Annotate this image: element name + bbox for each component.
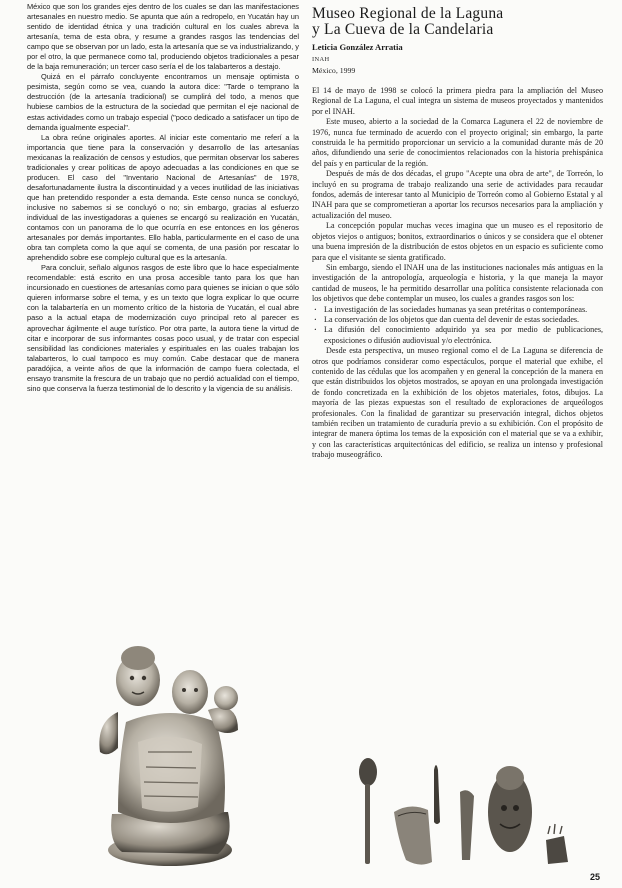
page-number: 25 bbox=[589, 872, 600, 882]
right-paragraph: Sin embargo, siendo el INAH una de las instituciones nacionales más antiguas en la investigación de la antropología, arqueología e historia, y la que maneja la mayor cantidad de museos, le ha permitido desarrollar una política consistente relacionada con los objetivos que debe contemplar un museo, los cuales a grandes rasgos son los: bbox=[312, 262, 603, 304]
right-paragraph: La concepción popular muchas veces imagina que un museo es el repositorio de objetos viejos o antiguos; bonitos, extraordinarios o únicos y se considera que el obtener una buena impresión de la distribución de estos objetos en un espacio es suficiente como para que el visitante se sienta gratificado. bbox=[312, 221, 603, 262]
institution bbox=[312, 53, 603, 65]
left-paragraph: Quizá en el párrafo concluyente encontramos un mensaje optimista o pesimista, según como se vea, cuando la autora dice: "Tarde o temprano la destrucción (de la artesanía tradicional) se cumplirá del todo, a menos que hubiese cambios de la estructura de la sociedad que permitan el eje nacional de estas actividades como un trabajo especial ("poco dedicado a satisfacer un tipo de demanda igualmente especial". bbox=[27, 72, 299, 132]
bullet-item: · La investigación de las sociedades humanas ya sean pretéritas o contemporáneas. bbox=[312, 305, 603, 315]
right-paragraph: Después de más de dos décadas, el grupo "Acepte una obra de arte", de Torreón, lo incluyó en su programa de trabajo realizando una serie de actividades para recaudar fondos, además de interesar tanto al Municipio de Torreón como al Gobierno Estatal y al INAH para que se comprometieran a aportar los recursos necesarios para la ampliación y actualización del museo. bbox=[312, 169, 603, 220]
ceramic-figurine-photo bbox=[78, 602, 248, 870]
bullet-item: · La difusión del conocimiento adquirido ya sea por medio de publicaciones, exposiciones o difusión audiovisual y/o electrónica. bbox=[312, 325, 603, 346]
author-name: Leticia González Arratia bbox=[312, 42, 403, 52]
left-paragraph: Para concluir, señalo algunos rasgos de este libro que lo hace especialmente recomendable: está escrito en una prosa accesible tanto para los que han incursionado en cuestiones de artesanías como para quienes se inician o que sólo quieren informarse sobre el tema, y es un texto que logra explicar lo que ocurre con la talabartería en un momento crítico de la historia de Yucatán, el cual abre paso a la actual etapa de modernización cuyo principal reto al parecer es aprovechar ágilmente el auge turístico. Por otra parte, la autora tiene la virtud de citar e incorporar de sus informantes cosas poco usual, y de tratar con especial sensibilidad las condiciones materiales y espirituales en las cuales trabajan los talabarteros, lo cual tampoco es muy común. Cabe destacar que de manera paradójica, a veinte años de que la información de campo fuera colectada, el ensayo transmite la frescura de un trabajo que no perdió actualidad con el tiempo, sino que conserva la fuerza testimonial de lo descrito y la vigencia de su análisis. bbox=[27, 263, 299, 393]
right-paragraph: Desde esta perspectiva, un museo regional como el de La Laguna se diferencia de otros que podríamos considerar como espectáculos, porque el material que exhibe, el contenido de las cédulas que los acompañen y en general la concepción de la manera en que están distribuidos los objetos mostrados, se apoyan en una prolongada investigación de fondo concretizada en la exhibición de los objetos materiales, fotos, dibujos. La mayoría de las piezas expuestas son el resultado de exploraciones de arqueólogos profesionales. Con la finalidad de garantizar su preservación integral, dichos objetos también reciben un tratamiento de curaduría previo a su exhibición. Con el propósito de integrar de manera óptima los temas de la exposición con el material que se va a exhibir, y con las características arquitectónicas del edificio, se realiza un intenso y profesional trabajo museográfico. bbox=[312, 346, 603, 460]
artifacts-photo bbox=[350, 752, 580, 870]
right-paragraph: El 14 de mayo de 1998 se colocó la primera piedra para la ampliación del Museo Regional de La Laguna, el cual integra un sistema de museos proyectados y mantenidos por el INAH. bbox=[312, 86, 603, 116]
title-line-1: Museo Regional de la Laguna bbox=[312, 5, 504, 22]
right-paragraph: Este museo, abierto a la sociedad de la Comarca Lagunera el 22 de noviembre de 1976, nunca fue terminado de acuerdo con el proyecto original; sin embargo, la parte construida le ha permitido proporcionar un servicio a la comunidad durante más de 20 años, difundiendo una serie de conocimientos relacionados con la historia prehispánica del país y en particular de la región. bbox=[312, 117, 603, 168]
left-paragraph: La obra reúne originales aportes. Al iniciar este comentario me referí a la importancia que tiene para la conservación y desarrollo de las artesanías mexicanas la realización de censos y estudios, que permitan observar los saberes tradicionales y crear políticas de apoyo adecuadas a las condiciones en que se producen. El caso del "Inventario Nacional de Artesanías" de 1978, desafortunadamente ilustra la discontinuidad y a veces inutilidad de las iniciativas que han pretendido responder a esta demanda. Este censo nunca se concluyó, inclusive no sabemos si se concluyó o no; sin embargo, gracias al esfuerzo individual de las investigadoras a quienes se encargó su realización en Yucatán, contamos con un panorama de lo que ocurría en ese entonces en los géneros artesanales por demás importantes. Ello habla, particularmente en el caso de una obra tan completa como la que aquí se comenta, de una pasión por rescatar lo aprehendido sobre ese complejo cultural que es la artesanía. bbox=[27, 132, 299, 263]
place-date: México, 1999 bbox=[312, 66, 356, 75]
right-column bbox=[312, 6, 603, 461]
left-column bbox=[27, 2, 299, 394]
bullet-item: · La conservación de los objetos que dan cuenta del devenir de estas sociedades. bbox=[312, 315, 603, 325]
title-line-2: y La Cueva de la Candelaria bbox=[312, 21, 494, 38]
article-title bbox=[312, 6, 603, 38]
left-paragraph: México que son los grandes ejes dentro de los cuales se dan las manifestaciones artesanales en nuestro medio. Se apunta que aún a redropelo, en Yucatán hay un sentido de identidad étnica y una tradición cultural en los cuales abreva la artesanía, tema de esta obra, y resume a grandes rasgos las tendencias del campo que se observan por un lado, esta la artesanía que se va industrializando, y por el otro, la que permanece como tal, produciendo objetos tradicionales a pesar de la baja remuneración; un tercer caso sería el de los talabarteros a destajo. bbox=[27, 2, 299, 72]
institution-label: INAH bbox=[312, 56, 330, 63]
